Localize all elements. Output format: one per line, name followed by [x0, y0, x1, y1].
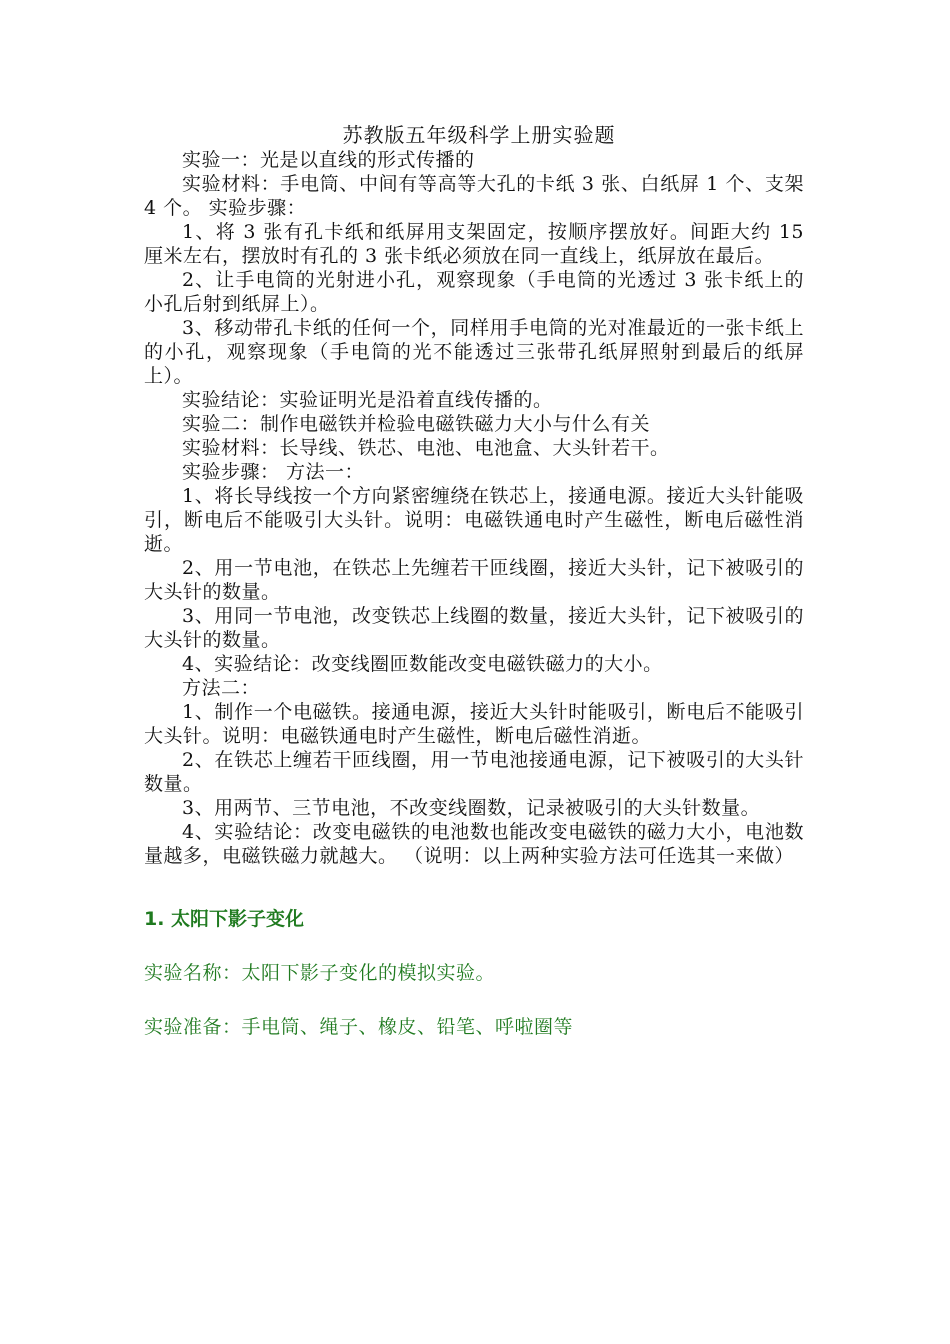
- paragraph: 2、让手电筒的光射进小孔，观察现象（手电筒的光透过 3 张卡纸上的小孔后射到纸屏上）。: [144, 269, 804, 315]
- paragraph: 实验一：光是以直线的形式传播的: [182, 149, 475, 171]
- paragraph: 实验材料：长导线、铁芯、电池、电池盒、大头针若干。: [182, 437, 670, 459]
- paragraph: 3、移动带孔卡纸的任何一个，同样用手电筒的光对准最近的一张卡纸上的小孔，观察现象（手电筒的光不能透过三张带孔纸屏照射到最后的纸屏上）。: [144, 317, 804, 387]
- paragraph: 2、在铁芯上缠若干匝线圈，用一节电池接通电源，记下被吸引的大头针数量。: [144, 749, 804, 795]
- paragraph: 3、用两节、三节电池，不改变线圈数，记录被吸引的大头针数量。: [182, 797, 761, 819]
- paragraph: 方法二：: [182, 677, 261, 699]
- paragraph: 3、用同一节电池，改变铁芯上线圈的数量，接近大头针，记下被吸引的大头针的数量。: [144, 605, 804, 651]
- paragraph: 1、将 3 张有孔卡纸和纸屏用支架固定，按顺序摆放好。间距大约 15 厘米左右，摆放时有孔的 3 张卡纸必须放在同一直线上，纸屏放在最后。: [144, 221, 804, 267]
- section-heading: 1. 太阳下影子变化: [144, 908, 305, 930]
- experiment-prep-line: 实验准备：手电筒、绳子、橡皮、铅笔、呼啦圈等: [144, 1016, 574, 1038]
- document-page: [144, 122, 804, 1040]
- paragraph: 1、制作一个电磁铁。接通电源，接近大头针时能吸引，断电后不能吸引大头针。说明：电磁铁通电时产生磁性，断电后磁性消逝。: [144, 701, 804, 747]
- paragraph: 4、实验结论：改变线圈匝数能改变电磁铁磁力的大小。: [182, 653, 663, 675]
- paragraph: 2、用一节电池，在铁芯上先缠若干匝线圈，接近大头针，记下被吸引的大头针的数量。: [144, 557, 804, 603]
- paragraph: 实验步骤： 方法一：: [182, 461, 365, 483]
- page-title: 苏教版五年级科学上册实验题: [342, 123, 616, 147]
- paragraph: 实验结论：实验证明光是沿着直线传播的。: [182, 389, 553, 411]
- experiment-name-line: 实验名称：太阳下影子变化的模拟实验。: [144, 962, 496, 984]
- paragraph: 4、实验结论：改变电磁铁的电池数也能改变电磁铁的磁力大小，电池数量越多，电磁铁磁力就越大。 （说明：以上两种实验方法可任选其一来做）: [144, 821, 804, 867]
- paragraph: 实验材料：手电筒、中间有等高等大孔的卡纸 3 张、白纸屏 1 个、支架 4 个。 实验步骤：: [144, 173, 804, 219]
- paragraph: 1、将长导线按一个方向紧密缠绕在铁芯上，接通电源。接近大头针能吸引，断电后不能吸引大头针。说明：电磁铁通电时产生磁性，断电后磁性消逝。: [144, 485, 804, 555]
- paragraph: 实验二：制作电磁铁并检验电磁铁磁力大小与什么有关: [182, 413, 651, 435]
